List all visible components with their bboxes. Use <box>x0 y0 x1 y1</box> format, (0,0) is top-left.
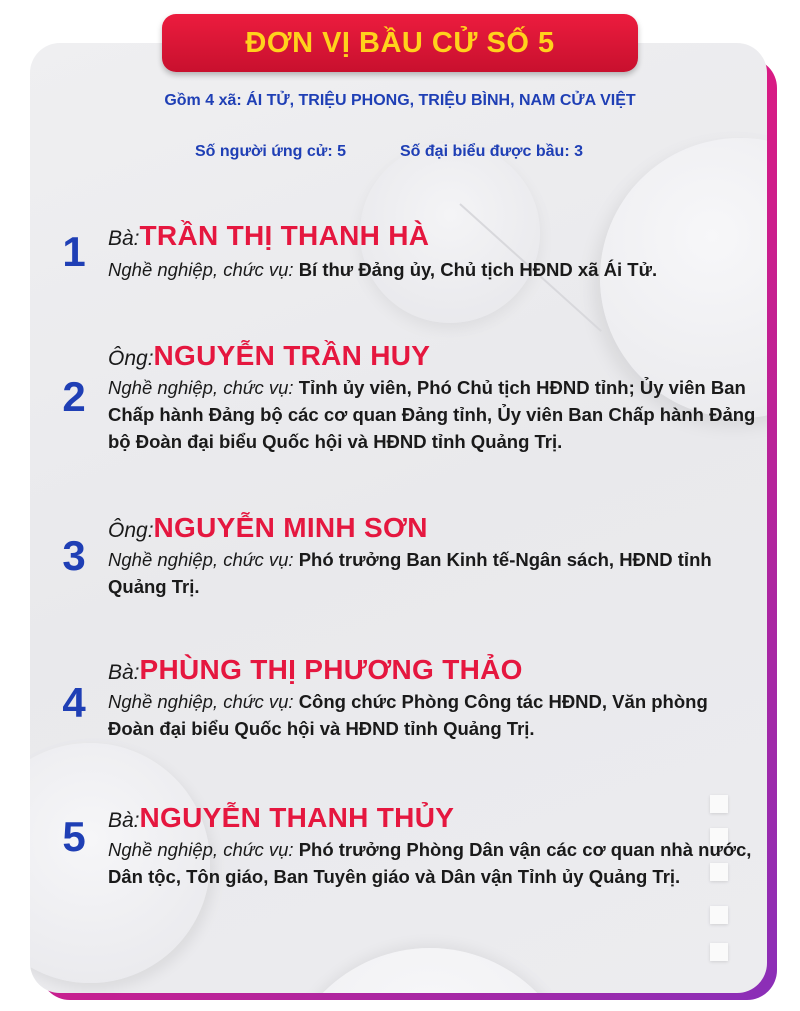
candidate-honorific: Ông: <box>108 347 154 370</box>
occupation-label: Nghề nghiệp, chức vụ: <box>108 259 294 280</box>
candidate-name: NGUYỄN MINH SƠN <box>153 512 428 543</box>
decor-circle <box>280 948 580 993</box>
candidate-name: PHÙNG THỊ PHƯƠNG THẢO <box>139 654 523 685</box>
delegates-count: Số đại biểu được bầu: 3 <box>400 143 583 160</box>
decor-square <box>710 943 728 961</box>
candidate-honorific: Ông: <box>108 519 154 542</box>
occupation-label: Nghề nghiệp, chức vụ: <box>108 839 294 860</box>
candidate-number: 3 <box>62 532 86 579</box>
candidate-number: 1 <box>62 228 86 275</box>
candidate-honorific: Bà: <box>108 661 140 684</box>
candidate-position: Phó trưởng Phòng Dân vận các cơ quan nhà nước, Dân tộc, Tôn giáo, Ban Tuyên giáo và Dân vận Tỉnh ủy Quảng Trị. <box>108 839 752 887</box>
candidate-number: 5 <box>62 813 86 860</box>
candidate-name: TRẦN THỊ THANH HÀ <box>139 220 430 251</box>
occupation-label: Nghề nghiệp, chức vụ: <box>108 691 294 712</box>
candidate-name: NGUYỄN TRẦN HUY <box>153 340 431 371</box>
candidate-position: Bí thư Đảng ủy, Chủ tịch HĐND xã Ái Tử. <box>298 259 658 280</box>
decor-square <box>710 795 728 813</box>
page-title: ĐƠN VỊ BẦU CỬ SỐ 5 <box>162 14 638 72</box>
candidate-honorific: Bà: <box>108 809 140 832</box>
candidate-name: NGUYỄN THANH THỦY <box>139 802 455 833</box>
occupation-label: Nghề nghiệp, chức vụ: <box>108 549 294 570</box>
decor-square <box>710 906 728 924</box>
candidate-position: Công chức Phòng Công tác HĐND, Văn phòng Đoàn đại biểu Quốc hội và HĐND tỉnh Quảng Trị. <box>108 691 708 739</box>
communes-text: Gồm 4 xã: ÁI TỬ, TRIỆU PHONG, TRIỆU BÌNH, NAM CỬA VIỆT <box>164 92 636 109</box>
candidate-position: Phó trưởng Ban Kinh tế-Ngân sách, HĐND tỉnh Quảng Trị. <box>108 549 712 597</box>
candidates-count: Số người ứng cử: 5 <box>195 143 347 160</box>
occupation-label: Nghề nghiệp, chức vụ: <box>108 377 294 398</box>
candidate-position: Tỉnh ủy viên, Phó Chủ tịch HĐND tỉnh; Ủy viên Ban Chấp hành Đảng bộ các cơ quan Đảng tỉnh, Ủy viên Ban Chấp hành Đảng bộ Đoàn đại biểu Quốc hội và HĐND tỉnh Quảng Trị. <box>108 377 756 452</box>
candidate-number: 2 <box>62 373 86 420</box>
candidate-number: 4 <box>62 679 86 726</box>
candidate-honorific: Bà: <box>108 227 140 250</box>
